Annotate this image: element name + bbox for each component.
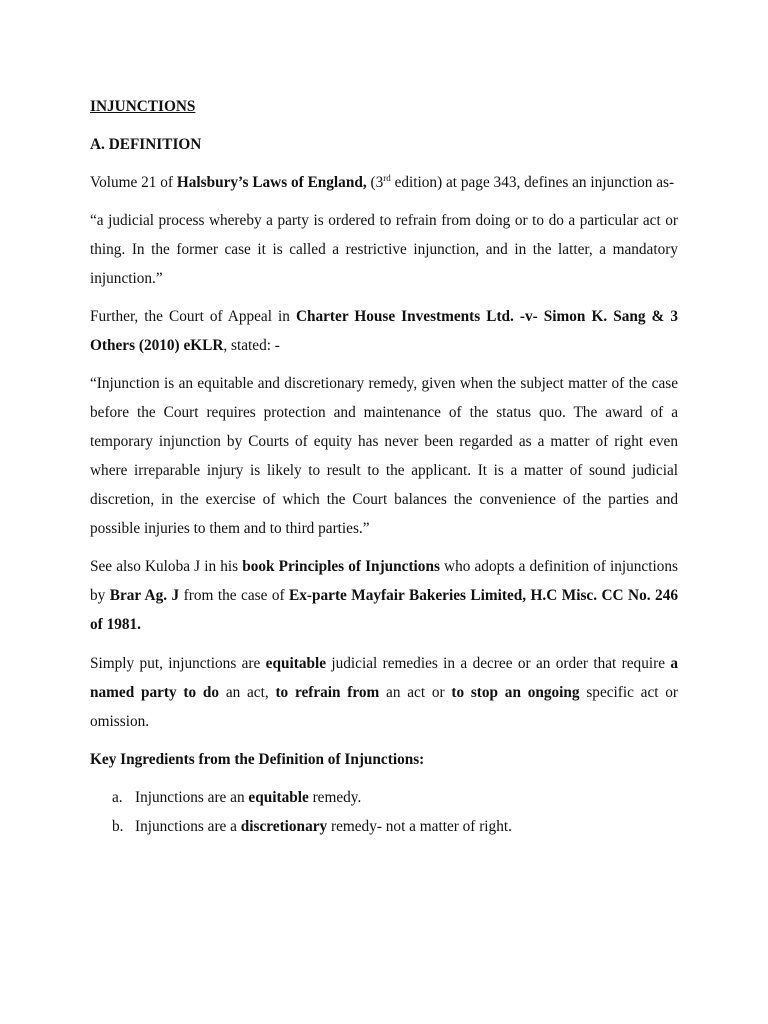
paragraph-court-of-appeal — [90, 302, 678, 360]
bold-run: to refrain from — [275, 684, 380, 701]
bold-run: equitable — [248, 789, 309, 806]
text-run: specific act or omission. — [90, 684, 678, 730]
bold-run: to stop an ongoing — [451, 684, 580, 701]
paragraph-simply-put — [90, 649, 678, 736]
text-run: an act or — [379, 684, 452, 701]
document-page — [90, 92, 678, 841]
text-run: (3 — [366, 174, 384, 191]
paragraph-kuloba — [90, 552, 678, 639]
text-run: an act, — [219, 684, 276, 701]
bold-run: Halsbury’s Laws of England, — [176, 174, 367, 191]
text-run: , stated: - — [223, 337, 280, 354]
key-ingredients-heading: Key Ingredients from the Definition of Injunctions: — [90, 751, 425, 768]
section-heading-definition: A. DEFINITION — [90, 136, 202, 153]
text-run: remedy. — [308, 789, 362, 806]
list-marker: b. — [112, 818, 124, 835]
text-run: remedy- not a matter of right. — [327, 818, 512, 835]
text-run: who adopts a definition of injunctions by — [90, 558, 678, 604]
text-run: Further, the Court of Appeal in — [90, 308, 296, 325]
document-title: INJUNCTIONS — [90, 98, 196, 115]
bold-run: a named party to do — [90, 655, 678, 701]
text-run: Injunctions are a — [135, 818, 241, 835]
text-run: Volume 21 of — [90, 174, 177, 191]
text-run: edition) at page 343, defines an injunction as- — [390, 174, 675, 191]
bold-run: Charter House Investments Ltd. -v- Simon K. Sang & 3 Others (2010) eKLR — [90, 308, 678, 354]
text-run: judicial remedies in a decree or an order that require — [326, 655, 671, 672]
paragraph-halsbury — [90, 168, 678, 197]
quote-halsbury: “a judicial process whereby a party is ordered to refrain from doing or to do a particular act or thing. In the former case it is called a restrictive injunction, and in the latter, a mandatory injunction.” — [90, 212, 678, 287]
text-run: Injunctions are an — [135, 789, 249, 806]
key-ingredients-list — [90, 783, 678, 841]
bold-run: book Principles of Injunctions — [242, 558, 440, 575]
text-run: See also Kuloba J in his — [90, 558, 243, 575]
quote-charter-house: “Injunction is an equitable and discretionary remedy, given when the subject matter of the case before the Court requires protection and maintenance of the status quo. The award of a temporary injunction by Courts of equity has never been regarded as a matter of right even where irreparable injury is likely to result to the applicant. It is a matter of sound judicial discretion, in the exercise of which the Court balances the convenience of the parties and possible injuries to them and to third parties.” — [90, 375, 678, 537]
list-marker: a. — [112, 789, 123, 806]
bold-run: discretionary — [240, 818, 328, 835]
bold-run: Brar Ag. J — [109, 587, 180, 604]
list-item — [90, 783, 678, 812]
text-run: Simply put, injunctions are — [90, 655, 266, 672]
superscript: rd — [383, 172, 391, 183]
text-run: from the case of — [179, 587, 290, 604]
bold-run: equitable — [265, 655, 327, 672]
bold-run: Ex-parte Mayfair Bakeries Limited, H.C Misc. CC No. 246 of 1981. — [90, 587, 678, 633]
list-item — [90, 812, 678, 841]
